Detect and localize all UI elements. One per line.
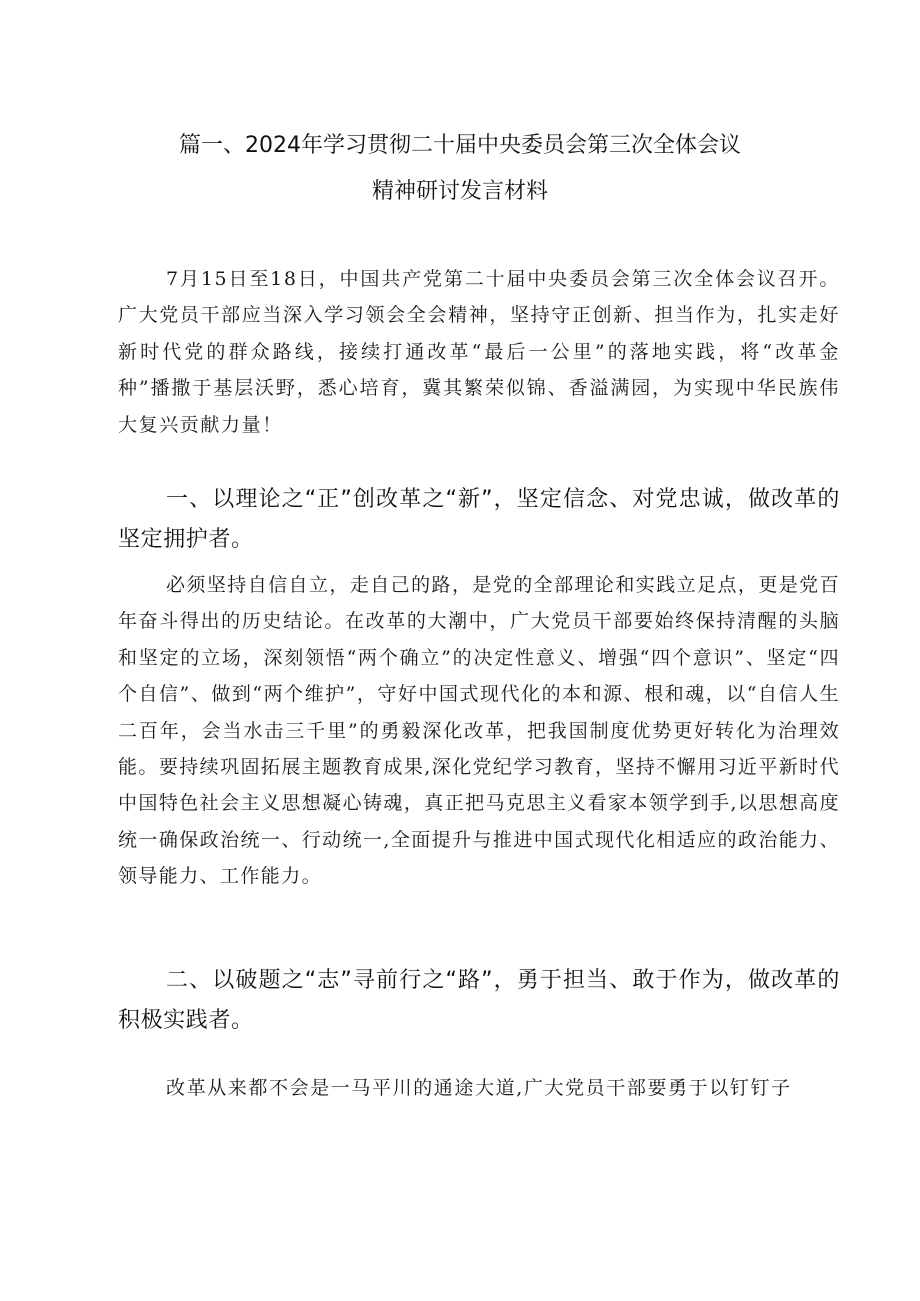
section-2-body: 改革从来都不会是一马平川的通途大道,广大党员干部要勇于以钉钉子 [166, 1077, 792, 1099]
section-2-heading: 二、以破题之“志”寻前行之“路”，勇于担当、敢于作为，做改革的积极实践者。 [118, 968, 840, 1033]
document-title-line-1: 篇一、2024年学习贯彻二十届中央委员会第三次全体会议 [179, 133, 741, 158]
document-title-line-2: 精神研讨发言材料 [371, 179, 548, 204]
section-1-body: 必须坚持自信自立，走自己的路，是党的全部理论和实践立足点，更是党百年奋斗得出的历史结论。在改革的大潮中，广大党员干部要始终保持清醒的头脑和坚定的立场，深刻领悟“两个确立”的决定性意义、增强“四个意识”、坚定“四个自信”、做到“两个维护”，守好中国式现代化的本和源、根和魂，以“自信人生二百年，会当水击三千里”的勇毅深化改革，把我国制度优势更好转化为治理效能。要持续巩固拓展主题教育成果,深化党纪学习教育，坚持不懈用习近平新时代中国特色社会主义思想凝心铸魂，真正把马克思主义看家本领学到手,以思想高度统一确保政治统一、行动统一,全面提升与推进中国式现代化相适应的政治能力、领导能力、工作能力。 [118, 574, 840, 888]
intro-paragraph: 7月15日至18日，中国共产党第二十届中央委员会第三次全体会议召开。广大党员干部应当深入学习领会全会精神，坚持守正创新、担当作为，扎实走好新时代党的群众路线，接续打通改革“最后一公里”的落地实践，将“改革金种”播撒于基层沃野，悉心培育，冀其繁荣似锦、香溢满园，为实现中华民族伟大复兴贡献力量！ [118, 268, 840, 436]
section-1-heading: 一、以理论之“正”创改革之“新”，坚定信念、对党忠诚，做改革的坚定拥护者。 [118, 487, 840, 552]
